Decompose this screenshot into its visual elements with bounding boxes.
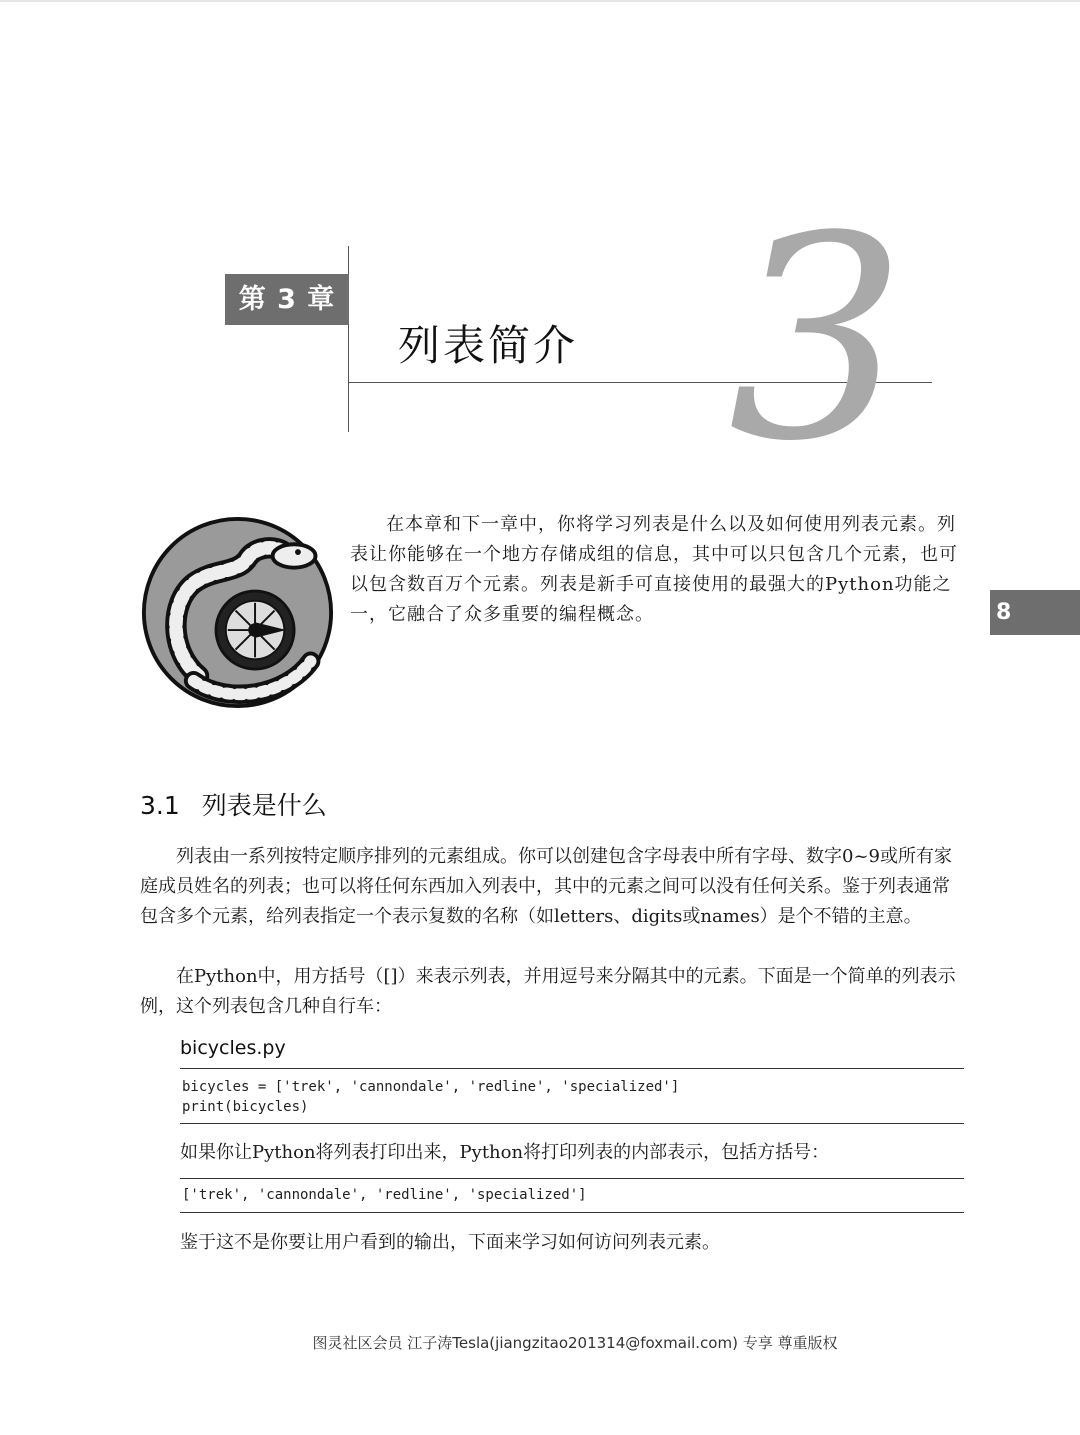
code-block-bicycles: bicycles = ['trek', 'cannondale', 'redline', 'specialized'] print(bicycles): [180, 1068, 964, 1124]
top-border: [0, 0, 1080, 2]
section-heading: [140, 786, 327, 826]
copyright-footer: 图灵社区会员 江子涛Tesla(jiangzitao201314@foxmail.com) 专享 尊重版权: [312, 1334, 838, 1352]
chapter-title: 列表简介: [398, 321, 579, 370]
paragraph-list-definition: 列表由一系列按特定顺序排列的元素组成。你可以创建包含字母表中所有字母、数字0~9或所有家庭成员姓名的列表；也可以将任何东西加入列表中，其中的元素之间可以没有任何关系。鉴于列表通常包含多个元素，给列表指定一个表示复数的名称（如letters、digits或names）是个不错的主意。: [140, 846, 952, 927]
chapter-numeral: 3: [728, 177, 907, 503]
chapter-intro: 在本章和下一章中，你将学习列表是什么以及如何使用列表元素。列表让你能够在一个地方存储成组的信息，其中可以只包含几个元素，也可以包含数百万个元素。列表是新手可直接使用的最强大的Python功能之一，它融合了众多重要的编程概念。: [350, 514, 958, 625]
code-block-output: ['trek', 'cannondale', 'redline', 'specialized']: [180, 1178, 964, 1213]
page-number-tab: 8: [990, 590, 1080, 635]
paragraph-transition: 鉴于这不是你要让用户看到的输出，下面来学习如何访问列表元素。: [180, 1232, 720, 1253]
section-title: 列表是什么: [201, 791, 327, 820]
code-file-label: bicycles.py: [180, 1037, 286, 1059]
python-emblem-icon: [140, 515, 335, 710]
chapter-tag: 第 3 章: [225, 274, 349, 325]
paragraph-print-output: 如果你让Python将列表打印出来，Python将打印列表的内部表示，包括方括号：: [180, 1142, 830, 1163]
paragraph-list-syntax: 在Python中，用方括号（[]）来表示列表，并用逗号来分隔其中的元素。下面是一个简单的列表示例，这个列表包含几种自行车：: [140, 966, 956, 1017]
section-number: 3.1: [140, 791, 180, 820]
